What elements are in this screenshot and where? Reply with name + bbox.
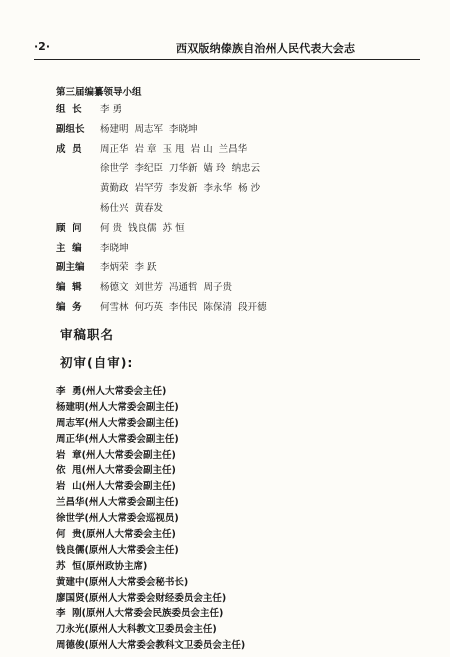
- reviewer-entry: 廖国贤(原州人大常委会财经委员会主任): [56, 592, 227, 604]
- member-name: 段开德: [238, 301, 267, 313]
- member-name: 嫱 玲: [203, 163, 226, 175]
- member-name: 李 跃: [134, 262, 157, 274]
- reviewer-list: [56, 384, 416, 654]
- member-name: 李纪臣: [134, 163, 164, 175]
- reviewer-entry: 周志军(州人大常委会副主任): [56, 417, 179, 429]
- role-row: [56, 159, 416, 179]
- role-row: [56, 298, 416, 318]
- running-title: 西双版纳傣族自治州人民代表大会志: [176, 42, 356, 55]
- role-row: [56, 199, 416, 219]
- reviewer-entry: 周正华(州人大常委会副主任): [56, 433, 179, 445]
- role-label: 顾 问: [56, 222, 82, 234]
- member-name: 李 勇: [100, 104, 123, 115]
- member-name: 黄勤政: [100, 183, 129, 195]
- member-name: 李晓坤: [169, 123, 198, 135]
- role-names: [100, 298, 273, 318]
- member-name: 杨建明: [100, 123, 129, 135]
- member-name: 杨德文: [100, 282, 129, 294]
- member-name: 岩 章: [134, 143, 157, 155]
- member-name: 苏 恒: [162, 222, 185, 234]
- reviewer-entry: 李 勇(州人大常委会主任): [56, 386, 167, 397]
- page-number: ·2·: [34, 40, 51, 53]
- role-label: 编 务: [56, 301, 82, 313]
- role-label: 副主编: [56, 262, 85, 274]
- reviewer-entry: 苏 恒(原州政协主席): [56, 560, 148, 572]
- header-rule: [34, 59, 420, 60]
- member-name: 周正华: [100, 143, 129, 155]
- member-name: 何巧英: [134, 301, 164, 313]
- member-name: 李伟民: [169, 301, 198, 313]
- member-name: 杨 沙: [238, 183, 261, 195]
- role-names: [100, 258, 163, 278]
- member-name: 刀华新: [169, 163, 198, 175]
- member-name: 玉 甩: [162, 143, 185, 155]
- role-row: [56, 258, 416, 278]
- role-row: [56, 239, 416, 259]
- reviewer-entry: 何 贵(原州人大常委会主任): [56, 529, 176, 541]
- member-name: 何雪林: [100, 301, 129, 313]
- reviewer-entry: 兰昌华(州人大常委会副主任): [56, 497, 179, 509]
- reviewer-entry: 钱良儒(原州人大常委会主任): [56, 544, 179, 556]
- role-label: [56, 179, 100, 199]
- role-names: [100, 219, 191, 239]
- role-row: [56, 179, 416, 199]
- member-name: 徐世学: [100, 163, 129, 175]
- member-name: 李发新: [169, 183, 198, 195]
- member-name: 黄春发: [134, 202, 164, 214]
- role-row: [56, 278, 416, 298]
- reviewer-entry: 徐世学(州人大常委会巡视员): [56, 513, 179, 525]
- member-name: 李晓坤: [100, 242, 129, 254]
- role-names: [100, 278, 238, 298]
- member-name: 何 贵: [100, 222, 123, 234]
- role-names: [100, 100, 128, 120]
- member-name: 周志军: [134, 123, 164, 135]
- member-name: 冯通哲: [169, 282, 198, 294]
- role-names: [100, 159, 266, 179]
- member-name: 李永华: [203, 183, 233, 195]
- role-names: [100, 199, 169, 219]
- role-row: [56, 120, 416, 140]
- reviewer-entry: 黄建中(原州人大常委会秘书长): [56, 576, 189, 588]
- member-name: 岩罕劳: [134, 183, 164, 195]
- member-name: 钱良儒: [128, 222, 157, 234]
- member-name: 刘世芳: [134, 282, 164, 294]
- role-label: 主 编: [56, 242, 82, 254]
- role-label: [56, 199, 100, 219]
- member-name: 李炳荣: [100, 262, 129, 274]
- role-names: [100, 239, 135, 259]
- member-name: 兰昌华: [218, 143, 248, 155]
- section-title: 审稿职名: [60, 327, 115, 342]
- member-name: 陈保清: [203, 301, 233, 313]
- role-row: [56, 219, 416, 239]
- role-label: [56, 159, 100, 179]
- member-name: 纳忠云: [231, 163, 261, 175]
- member-name: 周子贵: [203, 282, 233, 294]
- role-label: 副组长: [56, 123, 85, 135]
- reviewer-entry: 周德俊(原州人大常委会教科文卫委员会主任): [56, 640, 246, 652]
- reviewer-entry: 岩 章(州人大常委会副主任): [56, 449, 176, 461]
- role-label: 成 员: [56, 143, 82, 155]
- reviewer-entry: 依 甩(州人大常委会副主任): [56, 465, 176, 477]
- role-label: 组 长: [56, 104, 82, 115]
- role-label: 编 辑: [56, 282, 82, 294]
- reviewer-entry: 杨建明(州人大常委会副主任): [56, 401, 179, 413]
- member-name: 杨仕兴: [100, 202, 129, 214]
- role-list: [56, 100, 416, 318]
- role-names: [100, 120, 204, 140]
- section-subtitle: 初审(自审):: [60, 355, 134, 370]
- reviewer-entry: 岩 山(州人大常委会副主任): [56, 481, 176, 493]
- member-name: 岩 山: [190, 143, 213, 155]
- reviewer-entry: 李 刚(原州人大常委会民族委员会主任): [56, 608, 224, 620]
- role-row: [56, 100, 416, 120]
- role-names: [100, 140, 253, 160]
- group-title: 第三届编纂领导小组: [56, 87, 142, 98]
- role-names: [100, 179, 266, 199]
- role-row: [56, 140, 416, 160]
- reviewer-entry: 刀永光(原州人大科教文卫委员会主任): [56, 624, 217, 636]
